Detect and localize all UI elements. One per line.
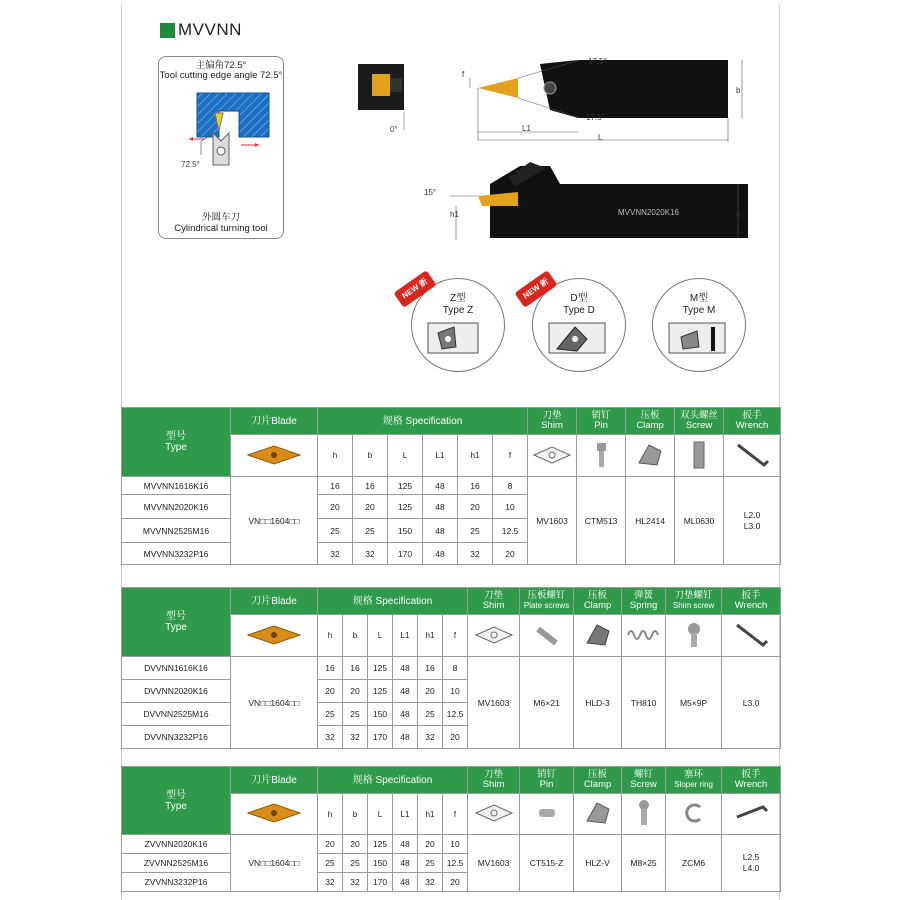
spec-cell: 170 [388, 543, 423, 565]
dim-header: L [368, 794, 393, 835]
spec-cell: 16 [458, 477, 493, 495]
card-angle-label: 72.5° [181, 160, 200, 169]
type-d-icon [547, 319, 613, 359]
type-d-new-tag: NEW 新 [514, 270, 557, 308]
part-header-wrench: 扳手 Wrench [724, 408, 781, 435]
spec-cell: 48 [393, 703, 418, 726]
dim-header: L [388, 435, 423, 477]
spec-cell: 32 [353, 543, 388, 565]
part-header-shim: 刀垫 Shim [468, 588, 520, 615]
part-header-screw: 双头螺丝 Screw [675, 408, 724, 435]
h1-label: h1 [450, 210, 459, 219]
f-label: f [462, 70, 465, 79]
model-cell: MVVNN2020K16 [122, 495, 231, 519]
spec-cell: 25 [418, 703, 443, 726]
blade-header: 刀片Blade [231, 588, 318, 615]
wrench-image [722, 794, 781, 835]
spec-cell: 150 [368, 854, 393, 873]
pin-image [520, 794, 574, 835]
blade-header: 刀片Blade [231, 408, 318, 435]
spring-image [622, 615, 666, 657]
blade-header: 刀片Blade [231, 767, 318, 794]
shim-screw-value: M5×9P [666, 657, 722, 749]
spec-cell: 25 [418, 854, 443, 873]
spec-table-dvvnn [121, 587, 781, 749]
spec-cell: 25 [318, 703, 343, 726]
dim-header: L [368, 615, 393, 657]
part-header-wrench: 扳手 Wrench [722, 588, 781, 615]
wrench-image [722, 615, 781, 657]
spec-cell: 20 [458, 495, 493, 519]
spec-cell: 20 [343, 835, 368, 854]
spec-cell: 125 [388, 495, 423, 519]
card-top-en: Tool cutting edge angle 72.5° [159, 70, 283, 81]
zero-angle-label: 0° [390, 125, 398, 134]
shim-image [468, 794, 520, 835]
dim-header: L1 [393, 615, 418, 657]
blade-code: VN□□1604□□ [231, 477, 318, 565]
card-bottom-cn: 外圆车刀 [201, 212, 240, 223]
dim-header: h1 [418, 615, 443, 657]
dim-header: L1 [423, 435, 458, 477]
spec-cell: 125 [368, 657, 393, 680]
type-m-icon [667, 319, 733, 359]
spec-cell: 125 [368, 680, 393, 703]
spec-cell: 48 [393, 854, 418, 873]
dim-header: f [493, 435, 528, 477]
model-cell: ZVVNN2020K16 [122, 835, 231, 854]
clamp-value: HL2414 [626, 477, 675, 565]
dim-header: b [343, 794, 368, 835]
cutting-angle-card [158, 56, 284, 239]
shim-image [528, 435, 577, 477]
dim-header: b [343, 615, 368, 657]
spec-cell: 48 [423, 519, 458, 543]
b-label: b [736, 86, 741, 95]
part-header-screw: 螺钉 Screw [622, 767, 666, 794]
blade-image [231, 794, 318, 835]
spec-cell: 20 [318, 835, 343, 854]
card-top-cn: 主偏角72.5° [195, 60, 247, 71]
type-d-cn: D型 [570, 293, 588, 304]
h-label: h [736, 210, 741, 219]
dim-header: L1 [393, 794, 418, 835]
model-cell: MVVNN2525M16 [122, 519, 231, 543]
screw-image [675, 435, 724, 477]
type-z-en: Type Z [442, 305, 474, 316]
dim-header: h [318, 615, 343, 657]
model-cell: DVVNN3232P16 [122, 726, 231, 749]
part-header-shim: 刀垫 Shim [468, 767, 520, 794]
spring-value: TH810 [622, 657, 666, 749]
dim-header: h [318, 435, 353, 477]
shim-value: MV1603 [468, 657, 520, 749]
tool-side-view-drawing [420, 160, 760, 250]
type-z-cn: Z型 [449, 293, 467, 304]
spec-table-mvvnn [121, 407, 781, 565]
spec-cell: 170 [368, 873, 393, 892]
spec-cell: 150 [368, 703, 393, 726]
blade-code: VN□□1604□□ [231, 835, 318, 892]
wrench-image [724, 435, 781, 477]
part-header-shim: 刀垫 Shim [528, 408, 577, 435]
type-z-new-tag: NEW 新 [393, 270, 436, 308]
spec-cell: 25 [318, 519, 353, 543]
model-cell: ZVVNN3232P16 [122, 873, 231, 892]
spec-cell: 25 [343, 854, 368, 873]
spec-cell: 25 [353, 519, 388, 543]
model-cell: DVVNN2020K16 [122, 680, 231, 703]
dim-header: h1 [418, 794, 443, 835]
part-header-clamp: 压板 Clamp [574, 588, 622, 615]
spec-cell: 25 [343, 703, 368, 726]
shim-screw-image [666, 615, 722, 657]
type-m-badge [652, 278, 746, 372]
pin-value: CT515-Z [520, 835, 574, 892]
spec-cell: 12.5 [493, 519, 528, 543]
part-header-plate-screws: 压板螺钉 Plate screws [520, 588, 574, 615]
spec-cell: 48 [423, 477, 458, 495]
angle-15-label: 15° [424, 188, 437, 197]
pin-image [577, 435, 626, 477]
dim-header: h1 [458, 435, 493, 477]
part-header-shim-screw: 刀垫螺钉 Shim screw [666, 588, 722, 615]
spec-cell: 48 [393, 657, 418, 680]
spec-cell: 32 [318, 726, 343, 749]
spec-cell: 32 [458, 543, 493, 565]
spec-cell: 32 [418, 873, 443, 892]
spec-table-zvvnn [121, 766, 781, 892]
wrench-value: L2.5 L4.0 [722, 835, 781, 892]
pin-value: CTM513 [577, 477, 626, 565]
model-cell: MVVNN1616K16 [122, 477, 231, 495]
clamp-image [626, 435, 675, 477]
angle-bottom-label: 17.5° [586, 113, 605, 122]
part-header-pin: 销钉 Pin [577, 408, 626, 435]
spec-cell: 125 [388, 477, 423, 495]
clamp-image [574, 794, 622, 835]
spec-cell: 10 [443, 835, 468, 854]
sloper-ring-image [666, 794, 722, 835]
screw-value: ML0630 [675, 477, 724, 565]
part-header-sloper-ring: 塞环 Sloper ring [666, 767, 722, 794]
spec-cell: 10 [443, 680, 468, 703]
spec-cell: 32 [343, 726, 368, 749]
dim-header: h [318, 794, 343, 835]
part-header-clamp: 压板 Clamp [574, 767, 622, 794]
plate-screw-value: M6×21 [520, 657, 574, 749]
l-label: L [598, 133, 603, 142]
spec-header: 规格 Specification [318, 408, 528, 435]
type-header: 型号 Type [122, 408, 231, 477]
angle-top-label: 17.5° [588, 57, 607, 66]
spec-cell: 10 [493, 495, 528, 519]
spec-cell: 8 [443, 657, 468, 680]
clamp-value: HLD-3 [574, 657, 622, 749]
blade-image [231, 435, 318, 477]
part-header-spring: 弹簧 Spring [622, 588, 666, 615]
part-header-wrench: 扳手 Wrench [722, 767, 781, 794]
type-m-cn: M型 [689, 293, 709, 304]
spec-cell: 20 [418, 835, 443, 854]
card-bottom-en: Cylindrical turning tool [174, 223, 268, 234]
tool-top-view-drawing [350, 50, 770, 150]
model-cell: ZVVNN2525M16 [122, 854, 231, 873]
shim-value: MV1603 [528, 477, 577, 565]
wrench-value: L3.0 [722, 657, 781, 749]
part-header-clamp: 压板 Clamp [626, 408, 675, 435]
spec-cell: 20 [343, 680, 368, 703]
spec-cell: 16 [343, 657, 368, 680]
spec-cell: 48 [423, 543, 458, 565]
spec-cell: 170 [368, 726, 393, 749]
spec-cell: 20 [443, 873, 468, 892]
type-m-en: Type M [682, 305, 716, 316]
blade-code: VN□□1604□□ [231, 657, 318, 749]
workpiece-illustration [159, 85, 283, 213]
l1-label: L1 [522, 124, 531, 133]
spec-cell: 16 [418, 657, 443, 680]
dim-header: b [353, 435, 388, 477]
spec-cell: 20 [418, 680, 443, 703]
spec-cell: 32 [418, 726, 443, 749]
spec-cell: 20 [318, 495, 353, 519]
plate-screw-image [520, 615, 574, 657]
screw-value: M8×25 [622, 835, 666, 892]
spec-cell: 20 [443, 726, 468, 749]
spec-header: 规格 Specification [318, 588, 468, 615]
spec-cell: 125 [368, 835, 393, 854]
type-d-en: Type D [563, 305, 595, 316]
clamp-image [574, 615, 622, 657]
spec-cell: 16 [318, 657, 343, 680]
model-cell: DVVNN1616K16 [122, 657, 231, 680]
spec-cell: 150 [388, 519, 423, 543]
model-cell: DVVNN2525M16 [122, 703, 231, 726]
sloper-ring-value: ZCM6 [666, 835, 722, 892]
spec-cell: 8 [493, 477, 528, 495]
blade-image [231, 615, 318, 657]
shim-image [468, 615, 520, 657]
spec-cell: 20 [493, 543, 528, 565]
part-header-pin: 销钉 Pin [520, 767, 574, 794]
spec-cell: 25 [318, 854, 343, 873]
spec-cell: 16 [318, 477, 353, 495]
page-title [160, 20, 242, 40]
type-header: 型号 Type [122, 767, 231, 835]
spec-cell: 32 [318, 543, 353, 565]
model-cell: MVVNN3232P16 [122, 543, 231, 565]
shim-value: MV1603 [468, 835, 520, 892]
spec-cell: 12.5 [443, 854, 468, 873]
spec-cell: 48 [393, 726, 418, 749]
engraving-text: MVVNN2020K16 [618, 208, 679, 217]
clamp-value: HLZ-V [574, 835, 622, 892]
spec-cell: 12.5 [443, 703, 468, 726]
type-header: 型号 Type [122, 588, 231, 657]
spec-cell: 48 [423, 495, 458, 519]
spec-cell: 48 [393, 680, 418, 703]
spec-cell: 48 [393, 835, 418, 854]
title-marker [160, 23, 175, 38]
type-z-icon [426, 319, 492, 359]
dim-header: f [443, 615, 468, 657]
spec-cell: 20 [353, 495, 388, 519]
spec-header: 规格 Specification [318, 767, 468, 794]
spec-cell: 16 [353, 477, 388, 495]
dim-header: f [443, 794, 468, 835]
title-text: MVVNN [178, 20, 242, 39]
spec-cell: 32 [318, 873, 343, 892]
spec-cell: 48 [393, 873, 418, 892]
spec-cell: 25 [458, 519, 493, 543]
spec-cell: 32 [343, 873, 368, 892]
wrench-value: L2.0 L3.0 [724, 477, 781, 565]
spec-cell: 20 [318, 680, 343, 703]
screw-image [622, 794, 666, 835]
